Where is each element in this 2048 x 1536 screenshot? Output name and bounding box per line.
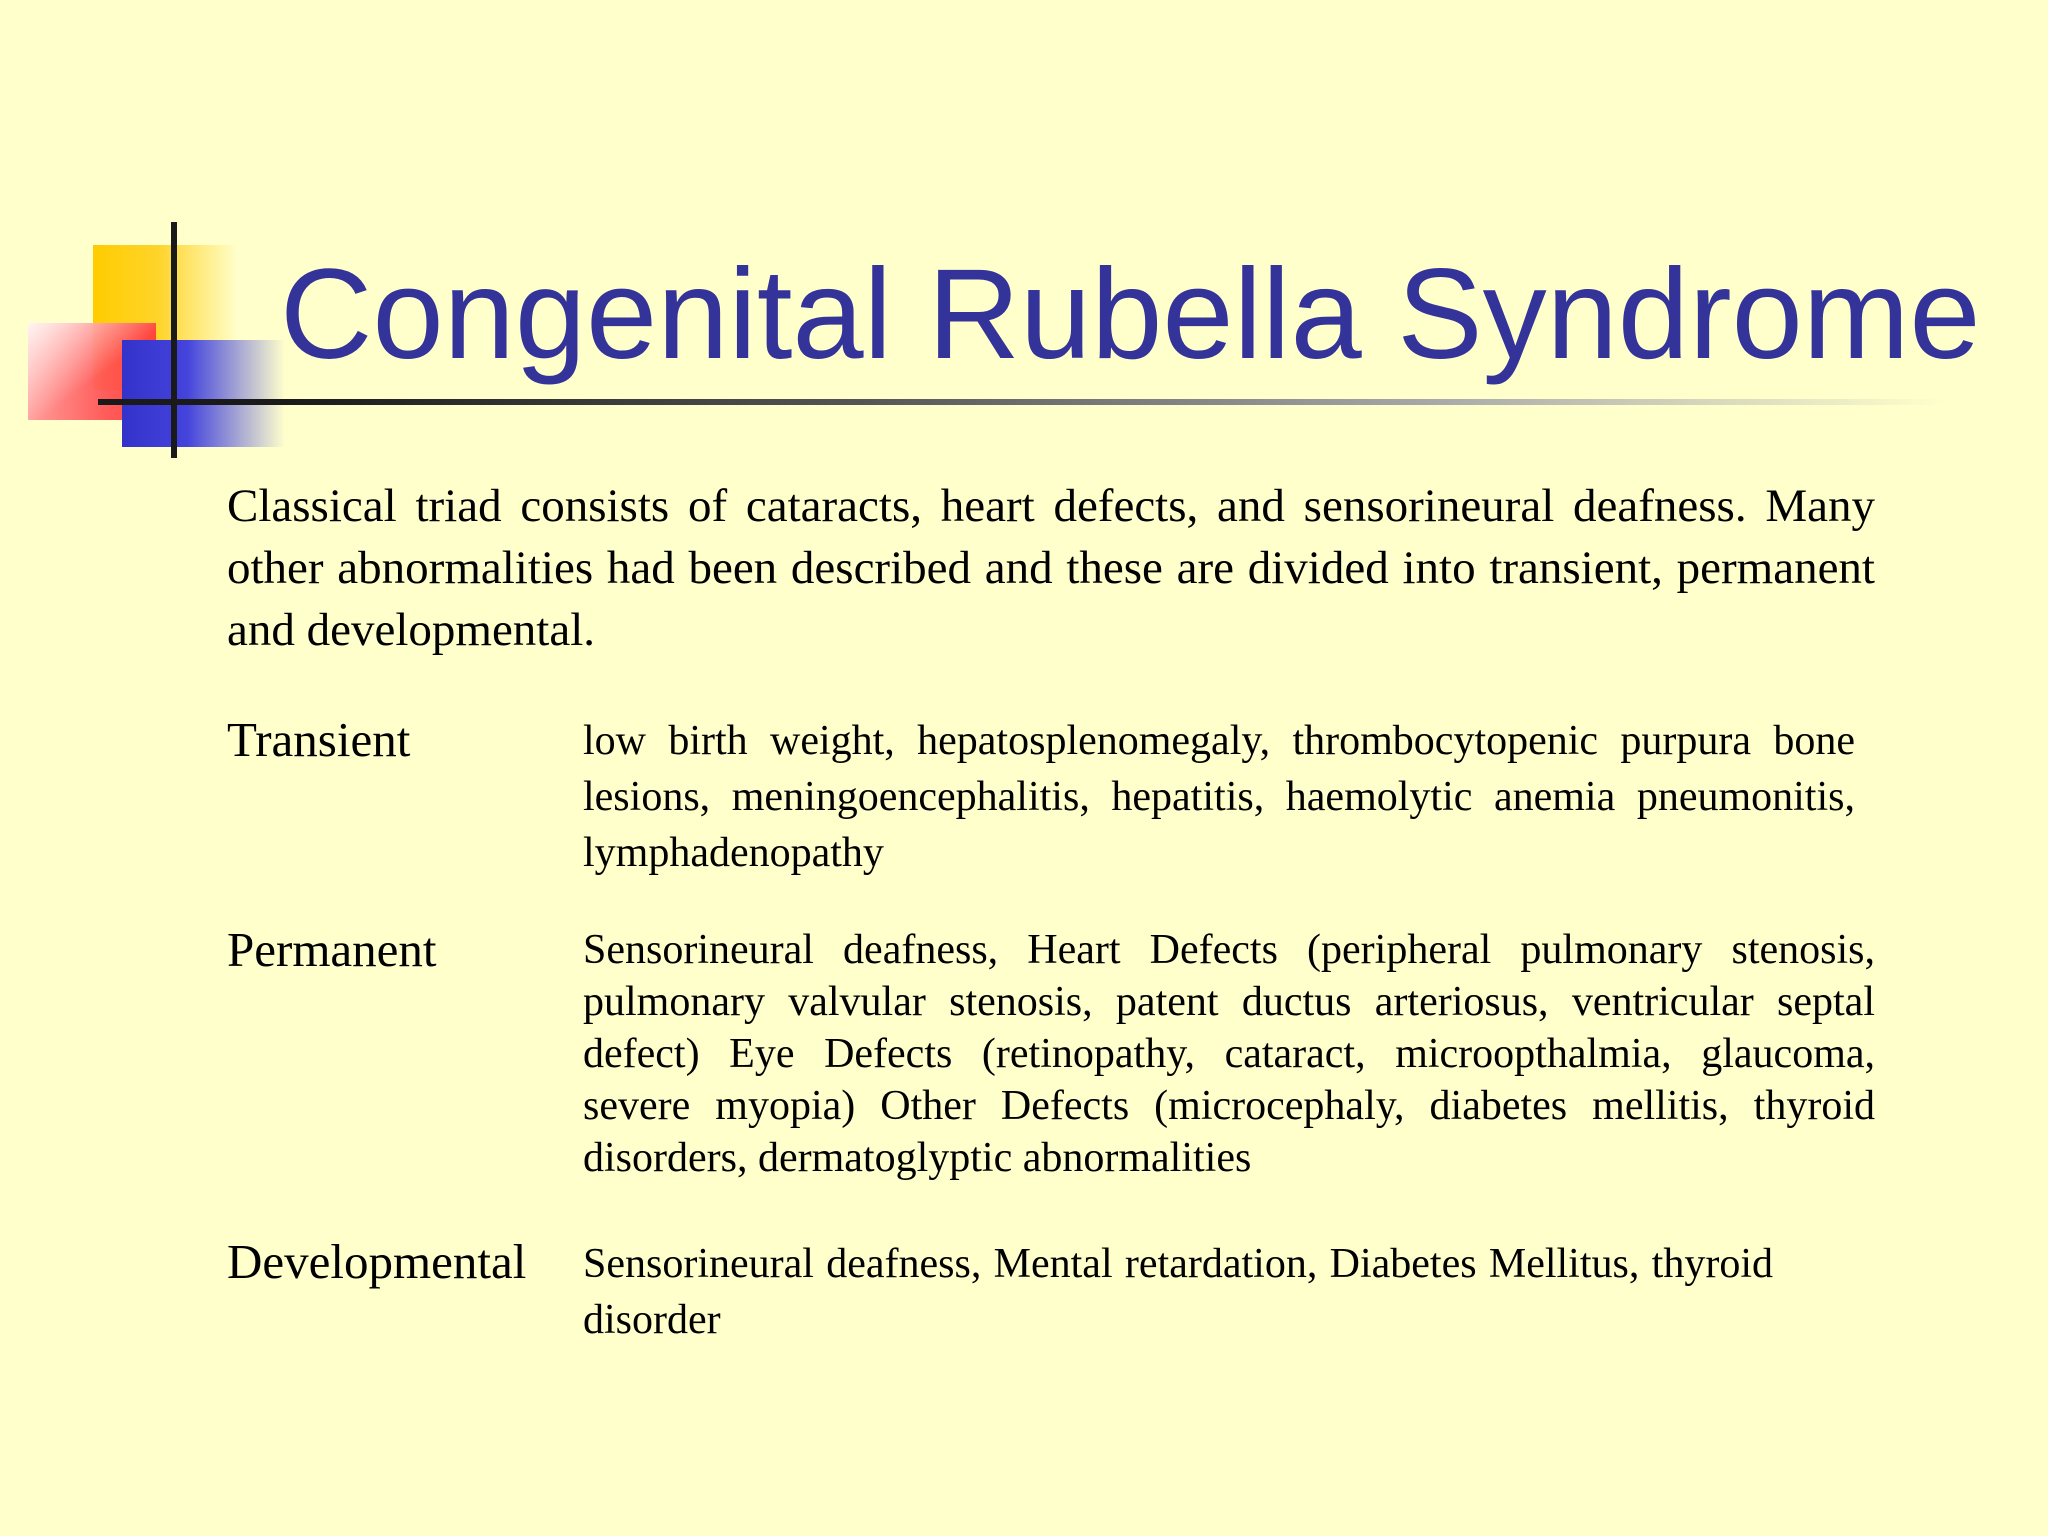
intro-paragraph: Classical triad consists of cataracts, heart defects, and sensorineural deafness. Many other abnormalities had been described and these are divided into transient, permanent and developmental. bbox=[227, 480, 1875, 656]
title-underline bbox=[280, 399, 1945, 405]
row-text-permanent: Sensorineural deafness, Heart Defects (peripheral pulmonary stenosis, pulmonary valvular stenosis, patent ductus arteriosus, ventricular septal defect) Eye Defects (retinopathy, cataract, microopthalmia, glaucoma, severe myopia) Other Defects (microcephaly, diabetes mellitis, thyroid disorders, dermatoglyptic abnormalities bbox=[583, 927, 1875, 1181]
blue-square bbox=[122, 340, 285, 447]
slide-title: Congenital Rubella Syndrome bbox=[280, 243, 1981, 386]
vertical-rule bbox=[171, 222, 177, 458]
decorative-logo bbox=[0, 0, 300, 480]
row-label-developmental: Developmental bbox=[227, 1234, 527, 1289]
logo-horizontal-rule bbox=[98, 399, 298, 405]
row-text-transient: low birth weight, hepatosplenomegaly, thrombocytopenic purpura bone lesions, meningoencephalitis, hepatitis, haemolytic anemia pneumonitis, lymphadenopathy bbox=[583, 718, 1855, 876]
row-text-developmental: Sensorineural deafness, Mental retardation, Diabetes Mellitus, thyroid disorder bbox=[583, 1241, 1773, 1343]
row-label-permanent: Permanent bbox=[227, 922, 437, 977]
row-label-transient: Transient bbox=[227, 712, 411, 767]
